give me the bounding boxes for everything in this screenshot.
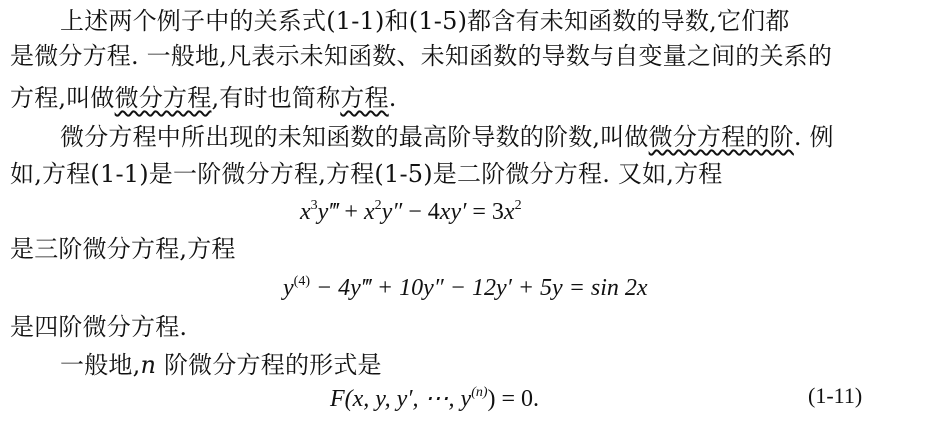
term-differential-equation: 微分方程	[114, 84, 212, 112]
equation-third-order	[300, 197, 522, 227]
equation-number: (1-11)	[808, 383, 863, 408]
eq-symbol: y‴	[317, 199, 339, 225]
eq-symbol: y	[283, 275, 294, 301]
paragraph-line-6: 是三阶微分方程,方程	[10, 235, 236, 263]
eq-symbol: x	[363, 199, 375, 225]
eq-symbol: x	[300, 199, 311, 225]
eq-symbol: xy′	[439, 199, 467, 225]
text-segment: .	[388, 84, 397, 112]
eq-symbol: x	[503, 199, 515, 225]
paragraph-line-5: 如,方程(1-1)是一阶微分方程,方程(1-5)是二阶微分方程. 又如,方程	[10, 160, 723, 188]
term-order-of-equation: 微分方程的阶	[648, 123, 794, 151]
eq-operator: = 3	[466, 199, 504, 225]
equation-general-form	[330, 384, 539, 414]
text-segment: ,有时也简称	[211, 84, 341, 112]
eq-exponent: 3	[310, 198, 318, 213]
eq-operator: +	[338, 199, 364, 225]
term-equation: 方程	[340, 84, 389, 112]
text-segment: 方程,叫做	[10, 84, 115, 112]
equation-fourth-order	[283, 273, 648, 303]
eq-exponent: 2	[514, 198, 522, 213]
eq-exponent: (n)	[471, 385, 488, 400]
text-segment: . 例	[793, 123, 834, 151]
paragraph-line-1: 上述两个例子中的关系式(1-1)和(1-5)都含有未知函数的导数,它们都	[60, 7, 790, 35]
eq-expression: − 4y‴ + 10y″ − 12y′ + 5y = sin 2x	[309, 275, 648, 301]
eq-exponent: (4)	[293, 274, 310, 289]
paragraph-line-7: 是四阶微分方程.	[10, 313, 188, 341]
eq-exponent: 2	[374, 198, 382, 213]
paragraph-line-3	[10, 83, 397, 113]
paragraph-line-2: 是微分方程. 一般地,凡表示未知函数、未知函数的导数与自变量之间的关系的	[10, 42, 833, 70]
text-segment: 一般地,	[60, 351, 141, 379]
eq-symbol: y″	[381, 199, 403, 225]
eq-expression: F(x, y, y′, ⋯, y	[330, 386, 472, 412]
paragraph-line-4	[60, 122, 834, 152]
text-segment: 微分方程中所出现的未知函数的最高阶导数的阶数,叫做	[60, 123, 649, 151]
var-n: n	[140, 351, 157, 379]
paragraph-line-8	[60, 350, 382, 380]
text-segment: 阶微分方程的形式是	[156, 351, 382, 379]
eq-expression: ) = 0.	[487, 386, 540, 412]
eq-operator: − 4	[402, 199, 440, 225]
